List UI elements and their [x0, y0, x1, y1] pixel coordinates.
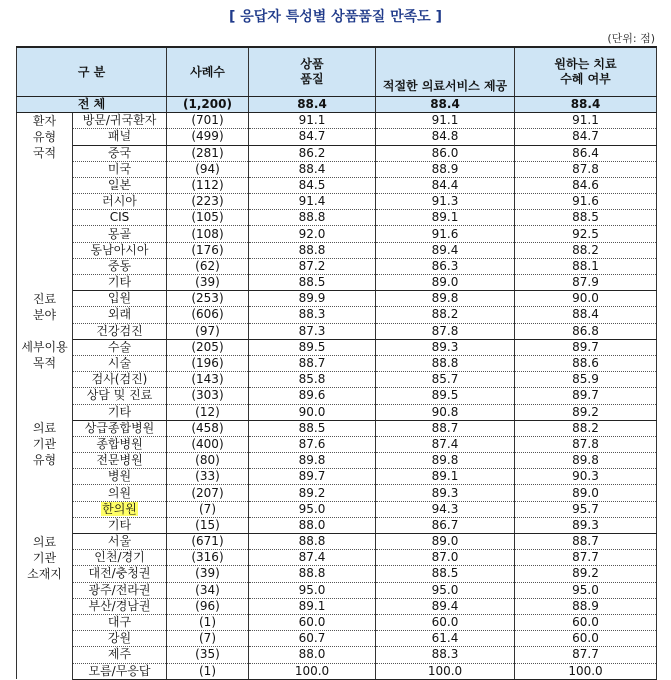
row-count: (34) [167, 582, 249, 598]
row-service: 89.5 [376, 388, 515, 404]
row-label: 입원 [73, 291, 167, 307]
row-desired: 89.0 [515, 485, 657, 501]
row-desired: 84.7 [515, 129, 657, 145]
row-quality: 88.8 [249, 210, 376, 226]
row-quality: 87.6 [249, 436, 376, 452]
table-row [17, 582, 657, 598]
table-row [17, 161, 657, 177]
row-label: 중국 [73, 145, 167, 161]
row-quality: 89.5 [249, 339, 376, 355]
highlighted-label: 한의원 [102, 501, 137, 516]
table-row [17, 453, 657, 469]
row-desired: 89.2 [515, 404, 657, 420]
table-row [17, 145, 657, 161]
row-quality: 87.3 [249, 323, 376, 339]
row-quality: 84.5 [249, 177, 376, 193]
row-label [73, 501, 167, 517]
row-label: 종합병원 [73, 436, 167, 452]
row-quality: 85.8 [249, 372, 376, 388]
row-count: (80) [167, 453, 249, 469]
row-quality: 95.0 [249, 582, 376, 598]
row-service: 89.0 [376, 275, 515, 291]
row-service: 88.7 [376, 420, 515, 436]
header-row [17, 47, 657, 97]
row-service: 90.8 [376, 404, 515, 420]
group-label: 환자 유형 [17, 113, 73, 146]
total-service: 88.4 [376, 97, 515, 113]
row-quality: 88.0 [249, 647, 376, 663]
table-row [17, 663, 657, 679]
row-quality: 88.7 [249, 355, 376, 371]
row-count: (108) [167, 226, 249, 242]
row-count: (458) [167, 420, 249, 436]
row-desired: 87.7 [515, 550, 657, 566]
row-desired: 89.7 [515, 339, 657, 355]
row-label: 대구 [73, 614, 167, 630]
row-quality: 88.4 [249, 161, 376, 177]
table-row [17, 242, 657, 258]
row-count: (671) [167, 534, 249, 550]
row-service: 88.3 [376, 647, 515, 663]
row-desired: 89.8 [515, 453, 657, 469]
table-row [17, 631, 657, 647]
row-service: 87.8 [376, 323, 515, 339]
row-count: (400) [167, 436, 249, 452]
row-count: (281) [167, 145, 249, 161]
row-desired: 88.2 [515, 242, 657, 258]
table-row [17, 485, 657, 501]
table-row [17, 194, 657, 210]
row-desired: 88.2 [515, 420, 657, 436]
row-service: 84.8 [376, 129, 515, 145]
table-row [17, 517, 657, 533]
row-label: 부산/경남권 [73, 598, 167, 614]
table-row [17, 501, 657, 517]
row-quality: 95.0 [249, 501, 376, 517]
row-label: 시술 [73, 355, 167, 371]
row-desired: 89.3 [515, 517, 657, 533]
row-desired: 95.0 [515, 582, 657, 598]
row-count: (143) [167, 372, 249, 388]
row-quality: 89.2 [249, 485, 376, 501]
row-count: (7) [167, 501, 249, 517]
row-label: 기타 [73, 517, 167, 533]
row-desired: 90.0 [515, 291, 657, 307]
header-quality: 상품 품질 [249, 47, 376, 97]
row-service: 89.3 [376, 339, 515, 355]
table-row [17, 550, 657, 566]
row-service: 88.8 [376, 355, 515, 371]
row-label: 광주/전라권 [73, 582, 167, 598]
row-desired: 95.7 [515, 501, 657, 517]
total-desired: 88.4 [515, 97, 657, 113]
row-label: 러시아 [73, 194, 167, 210]
row-quality: 92.0 [249, 226, 376, 242]
row-quality: 89.9 [249, 291, 376, 307]
row-count: (1) [167, 614, 249, 630]
table-row [17, 307, 657, 323]
row-count: (253) [167, 291, 249, 307]
table-row [17, 129, 657, 145]
row-count: (39) [167, 275, 249, 291]
row-quality: 88.0 [249, 517, 376, 533]
row-service: 89.1 [376, 210, 515, 226]
row-service: 94.3 [376, 501, 515, 517]
header-desired: 원하는 치료 수혜 여부 [515, 47, 657, 97]
row-quality: 100.0 [249, 663, 376, 679]
table-title: [ 응답자 특성별 상품품질 만족도 ] [229, 9, 442, 25]
table-row [17, 614, 657, 630]
row-quality: 89.1 [249, 598, 376, 614]
row-count: (39) [167, 566, 249, 582]
row-desired: 60.0 [515, 614, 657, 630]
row-label: 기타 [73, 275, 167, 291]
table-row [17, 372, 657, 388]
row-service: 60.0 [376, 614, 515, 630]
row-service: 100.0 [376, 663, 515, 679]
row-service: 88.9 [376, 161, 515, 177]
row-count: (196) [167, 355, 249, 371]
row-count: (1) [167, 663, 249, 679]
group-label: 국적 [17, 145, 73, 291]
table-row [17, 177, 657, 193]
row-quality: 84.7 [249, 129, 376, 145]
row-label: 상급종합병원 [73, 420, 167, 436]
row-quality: 88.3 [249, 307, 376, 323]
table-row [17, 226, 657, 242]
row-count: (207) [167, 485, 249, 501]
row-count: (7) [167, 631, 249, 647]
row-label: 수술 [73, 339, 167, 355]
row-quality: 60.7 [249, 631, 376, 647]
row-label: 대전/충청권 [73, 566, 167, 582]
row-count: (303) [167, 388, 249, 404]
row-label: 강원 [73, 631, 167, 647]
row-desired: 84.6 [515, 177, 657, 193]
row-label: 병원 [73, 469, 167, 485]
row-desired: 91.6 [515, 194, 657, 210]
row-service: 91.3 [376, 194, 515, 210]
row-label: 제주 [73, 647, 167, 663]
row-desired: 85.9 [515, 372, 657, 388]
row-label: 몽골 [73, 226, 167, 242]
row-label: 검사(검진) [73, 372, 167, 388]
row-service: 95.0 [376, 582, 515, 598]
row-service: 91.1 [376, 113, 515, 129]
row-count: (112) [167, 177, 249, 193]
row-label: 중동 [73, 258, 167, 274]
row-label: 외래 [73, 307, 167, 323]
row-service: 86.0 [376, 145, 515, 161]
header-service: 적절한 의료서비스 제공 [376, 47, 515, 97]
table-row [17, 275, 657, 291]
total-quality: 88.4 [249, 97, 376, 113]
table-row [17, 323, 657, 339]
row-count: (701) [167, 113, 249, 129]
row-quality: 88.8 [249, 566, 376, 582]
row-quality: 88.8 [249, 242, 376, 258]
group-label: 세부이용 목적 [17, 339, 73, 420]
row-desired: 88.9 [515, 598, 657, 614]
table-row [17, 598, 657, 614]
row-service: 89.4 [376, 598, 515, 614]
row-count: (62) [167, 258, 249, 274]
table-row [17, 388, 657, 404]
group-label: 의료 기관 유형 [17, 420, 73, 533]
row-quality: 89.7 [249, 469, 376, 485]
row-count: (606) [167, 307, 249, 323]
row-label: 상담 및 진료 [73, 388, 167, 404]
row-count: (316) [167, 550, 249, 566]
row-desired: 89.2 [515, 566, 657, 582]
table-row [17, 113, 657, 129]
row-label: CIS [73, 210, 167, 226]
row-desired: 90.3 [515, 469, 657, 485]
row-count: (35) [167, 647, 249, 663]
row-label: 건강검진 [73, 323, 167, 339]
row-desired: 91.1 [515, 113, 657, 129]
table-row [17, 404, 657, 420]
row-service: 86.7 [376, 517, 515, 533]
row-count: (12) [167, 404, 249, 420]
row-quality: 87.4 [249, 550, 376, 566]
total-row [17, 97, 657, 113]
row-desired: 88.1 [515, 258, 657, 274]
table-row [17, 291, 657, 307]
row-desired: 60.0 [515, 631, 657, 647]
row-desired: 87.9 [515, 275, 657, 291]
row-service: 85.7 [376, 372, 515, 388]
table-row [17, 355, 657, 371]
row-quality: 87.2 [249, 258, 376, 274]
row-desired: 87.7 [515, 647, 657, 663]
table-row [17, 647, 657, 663]
row-quality: 90.0 [249, 404, 376, 420]
row-service: 89.3 [376, 485, 515, 501]
row-service: 87.4 [376, 436, 515, 452]
table-row [17, 210, 657, 226]
total-count: (1,200) [167, 97, 249, 113]
row-service: 84.4 [376, 177, 515, 193]
table-row [17, 420, 657, 436]
row-service: 91.6 [376, 226, 515, 242]
row-service: 89.8 [376, 453, 515, 469]
row-label: 인천/경기 [73, 550, 167, 566]
table-row [17, 534, 657, 550]
group-label: 의료 기관 소재지 [17, 534, 73, 680]
group-label: 진료 분야 [17, 291, 73, 340]
row-service: 89.0 [376, 534, 515, 550]
row-desired: 88.7 [515, 534, 657, 550]
row-label: 모름/무응답 [73, 663, 167, 679]
row-quality: 89.6 [249, 388, 376, 404]
table-row [17, 339, 657, 355]
row-desired: 86.4 [515, 145, 657, 161]
row-count: (15) [167, 517, 249, 533]
row-service: 88.5 [376, 566, 515, 582]
row-label: 서울 [73, 534, 167, 550]
row-label: 기타 [73, 404, 167, 420]
row-desired: 92.5 [515, 226, 657, 242]
row-quality: 89.8 [249, 453, 376, 469]
row-quality: 88.5 [249, 275, 376, 291]
row-count: (94) [167, 161, 249, 177]
row-quality: 86.2 [249, 145, 376, 161]
row-count: (97) [167, 323, 249, 339]
row-count: (499) [167, 129, 249, 145]
row-count: (205) [167, 339, 249, 355]
row-desired: 100.0 [515, 663, 657, 679]
row-count: (33) [167, 469, 249, 485]
row-service: 89.1 [376, 469, 515, 485]
row-desired: 89.7 [515, 388, 657, 404]
row-quality: 88.5 [249, 420, 376, 436]
header-category: 구 분 [17, 47, 167, 97]
table-row [17, 566, 657, 582]
row-service: 89.4 [376, 242, 515, 258]
row-label: 미국 [73, 161, 167, 177]
row-quality: 88.8 [249, 534, 376, 550]
row-desired: 87.8 [515, 436, 657, 452]
table-row [17, 436, 657, 452]
row-count: (96) [167, 598, 249, 614]
row-service: 87.0 [376, 550, 515, 566]
row-count: (105) [167, 210, 249, 226]
row-label: 방문/귀국환자 [73, 113, 167, 129]
table-row [17, 469, 657, 485]
row-quality: 60.0 [249, 614, 376, 630]
table-row [17, 258, 657, 274]
row-label: 일본 [73, 177, 167, 193]
row-desired: 88.5 [515, 210, 657, 226]
row-service: 89.8 [376, 291, 515, 307]
row-count: (223) [167, 194, 249, 210]
row-desired: 86.8 [515, 323, 657, 339]
row-service: 88.2 [376, 307, 515, 323]
row-label: 전문병원 [73, 453, 167, 469]
row-count: (176) [167, 242, 249, 258]
total-label: 전 체 [17, 97, 167, 113]
row-service: 86.3 [376, 258, 515, 274]
row-label: 패널 [73, 129, 167, 145]
row-quality: 91.1 [249, 113, 376, 129]
row-label: 동남아시아 [73, 242, 167, 258]
header-count: 사례수 [167, 47, 249, 97]
row-label: 의원 [73, 485, 167, 501]
row-desired: 87.8 [515, 161, 657, 177]
row-service: 61.4 [376, 631, 515, 647]
row-desired: 88.6 [515, 355, 657, 371]
row-desired: 88.4 [515, 307, 657, 323]
satisfaction-table [16, 46, 657, 680]
row-quality: 91.4 [249, 194, 376, 210]
unit-label: (단위: 점) [607, 32, 655, 45]
